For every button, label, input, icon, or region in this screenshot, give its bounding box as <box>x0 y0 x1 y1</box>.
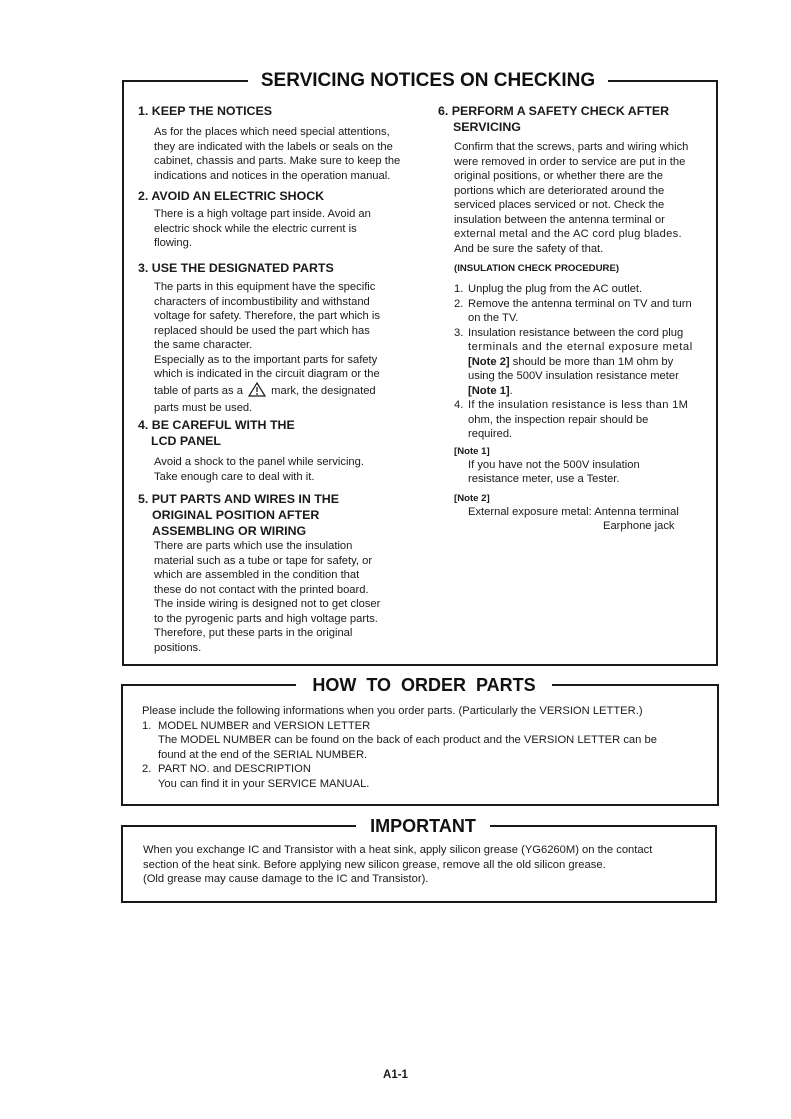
text-line: found at the end of the SERIAL NUMBER. <box>158 748 368 761</box>
text-fragment: . <box>509 384 513 397</box>
note-1-reference: [Note 1] <box>468 384 510 397</box>
text-fragment: should be more than 1M ohm by <box>512 355 674 368</box>
text-line: electric shock while the electric current is <box>154 222 357 235</box>
section-body <box>154 207 423 251</box>
section-electric-shock <box>138 188 423 251</box>
text-line: Confirm that the screws, parts and wiring which <box>454 141 689 153</box>
important-body <box>143 843 713 887</box>
text-line: these do not contact with the printed board. <box>154 583 369 596</box>
procedure-step <box>454 282 710 297</box>
text-line: There is a high voltage part inside. Avoid an <box>154 208 371 220</box>
text-line: You can find it in your SERVICE MANUAL. <box>158 777 370 790</box>
section-body <box>154 125 423 183</box>
section-body <box>154 280 423 416</box>
section-body <box>154 455 423 484</box>
note-1-body <box>468 458 710 487</box>
procedure-step <box>454 326 710 399</box>
section-heading: 3. USE THE DESIGNATED PARTS <box>138 261 334 275</box>
note-1-label: [Note 1] <box>454 445 490 457</box>
step-number: 1. <box>454 283 464 295</box>
section-heading-cont: SERVICING <box>453 120 521 134</box>
order-item <box>142 719 712 763</box>
text-line: indications and notices in the operation manual. <box>154 169 391 182</box>
note-2-label: [Note 2] <box>454 492 490 504</box>
section-heading-cont: ASSEMBLING OR WIRING <box>152 524 307 538</box>
text-line: cabinet, chassis and parts. Make sure to keep the <box>154 155 401 167</box>
text-line: And be sure the safety of that. <box>454 242 604 255</box>
order-parts-title: HOW TO ORDER PARTS <box>296 674 552 696</box>
text-line: material such as a tube or tape for safety, or <box>154 554 373 567</box>
section-heading-cont: LCD PANEL <box>151 434 221 448</box>
text-line: If you have not the 500V insulation <box>468 458 640 471</box>
text-fragment: Insulation resistance between the cord plug <box>468 326 684 339</box>
text-line: section of the heat sink. Before applying new silicon grease, remove all the old silicon grease. <box>143 858 606 871</box>
text-line: which are assembled in the condition that <box>154 569 360 581</box>
step-text: Unplug the plug from the AC outlet. <box>468 283 643 295</box>
step-number: 3. <box>454 326 464 339</box>
text-line: were removed in order to service are put in the <box>454 155 686 168</box>
text-line: original positions, or whether there are the <box>454 170 663 182</box>
text-line: The inside wiring is designed not to get closer <box>154 598 381 610</box>
text-line: serviced places serviced or not. Check the <box>454 199 665 211</box>
text-line: When you exchange IC and Transistor with a heat sink, apply silicon grease (YG6260M) on the contact <box>143 844 653 856</box>
section-heading: 6. PERFORM A SAFETY CHECK AFTER <box>438 104 670 118</box>
order-parts-body <box>142 704 712 791</box>
text-line-with-mark <box>154 382 423 402</box>
text-fragment: table of parts as a <box>154 384 243 397</box>
text-line: Take enough care to deal with it. <box>154 470 315 483</box>
section-heading-cont: ORIGINAL POSITION AFTER <box>152 508 320 522</box>
section-designated-parts <box>138 260 423 416</box>
text-line: There are parts which use the insulation <box>154 540 353 552</box>
text-line: portions which are deteriorated around the <box>454 184 665 197</box>
text-fragment: If the insulation resistance is less than 1M <box>468 399 689 411</box>
text-line: replaced should be used the part which has <box>154 324 370 337</box>
procedure-steps <box>454 282 710 442</box>
step-text <box>468 326 710 399</box>
section-body <box>454 140 710 534</box>
text-line: parts must be used. <box>154 402 253 414</box>
section-body <box>154 539 423 655</box>
step-text <box>468 398 710 442</box>
order-item <box>142 762 712 791</box>
text-line: Avoid a shock to the panel while servicing. <box>154 456 364 468</box>
text-line: which is indicated in the circuit diagram or the <box>154 368 380 380</box>
section-heading: 4. BE CAREFUL WITH THE <box>138 418 295 432</box>
section-lcd-panel <box>138 417 423 484</box>
procedure-heading: (INSULATION CHECK PROCEDURE) <box>454 263 620 274</box>
text-line: flowing. <box>154 237 192 249</box>
text-line: they are indicated with the labels or seals on the <box>154 140 393 153</box>
text-line: The parts in this equipment have the specific <box>154 281 376 293</box>
item-title: MODEL NUMBER and VERSION LETTER <box>158 719 371 732</box>
text-line: resistance meter, use a Tester. <box>468 473 620 485</box>
warning-triangle-icon <box>248 382 266 402</box>
text-line: to the pyrogenic parts and high voltage parts. <box>154 612 378 625</box>
step-number: 4. <box>454 399 464 411</box>
important-title: IMPORTANT <box>356 815 490 837</box>
section-heading: 1. KEEP THE NOTICES <box>138 104 273 118</box>
text-fragment: using the 500V insulation resistance meter <box>468 370 679 382</box>
item-number: 1. <box>142 719 152 732</box>
text-line: Therefore, put these parts in the original <box>154 627 353 639</box>
text-line: external metal and the AC cord plug blades. <box>454 228 682 240</box>
procedure-step <box>454 297 710 326</box>
text-line: voltage for safety. Therefore, the part which is <box>154 310 380 322</box>
section-safety-check <box>438 103 710 534</box>
text-fragment: mark, the designated <box>271 384 376 397</box>
section-heading: 5. PUT PARTS AND WIRES IN THE <box>138 492 340 506</box>
text-fragment: on the TV. <box>468 312 519 324</box>
text-line: The MODEL NUMBER can be found on the back of each product and the VERSION LETTER can be <box>158 734 657 746</box>
procedure-step <box>454 398 710 442</box>
item-title: PART NO. and DESCRIPTION <box>158 763 311 775</box>
text-line: positions. <box>154 641 202 654</box>
note-2-reference: [Note 2] <box>468 355 510 368</box>
section-heading: 2. AVOID AN ELECTRIC SHOCK <box>138 189 325 203</box>
item-number: 2. <box>142 763 152 775</box>
text-line: (Old grease may cause damage to the IC and Transistor). <box>143 873 429 885</box>
text-fragment: terminals and the eternal exposure metal <box>468 341 693 353</box>
text-line: insulation between the antenna terminal or <box>454 213 665 226</box>
text-fragment: Remove the antenna terminal on TV and turn <box>468 297 692 310</box>
text-line: External exposure metal: Antenna terminal <box>468 505 679 518</box>
page-number: A1-1 <box>383 1069 408 1081</box>
text-line: the same character. <box>154 339 253 351</box>
servicing-notices-title: SERVICING NOTICES ON CHECKING <box>248 70 608 92</box>
section-keep-notices <box>138 103 423 183</box>
step-number: 2. <box>454 297 464 310</box>
section-original-position <box>138 491 423 655</box>
step-text <box>468 297 710 326</box>
order-intro: Please include the following informations when you order parts. (Particularly the VERSION LETTER.) <box>142 705 643 717</box>
text-line: characters of incombustibility and withstand <box>154 295 370 308</box>
text-fragment: required. <box>468 428 513 440</box>
text-fragment: ohm, the inspection repair should be <box>468 413 649 426</box>
text-line: Especially as to the important parts for safety <box>154 353 378 366</box>
text-line: Earphone jack <box>603 520 675 532</box>
note-2-body <box>468 505 710 534</box>
text-line: As for the places which need special attentions, <box>154 126 390 138</box>
